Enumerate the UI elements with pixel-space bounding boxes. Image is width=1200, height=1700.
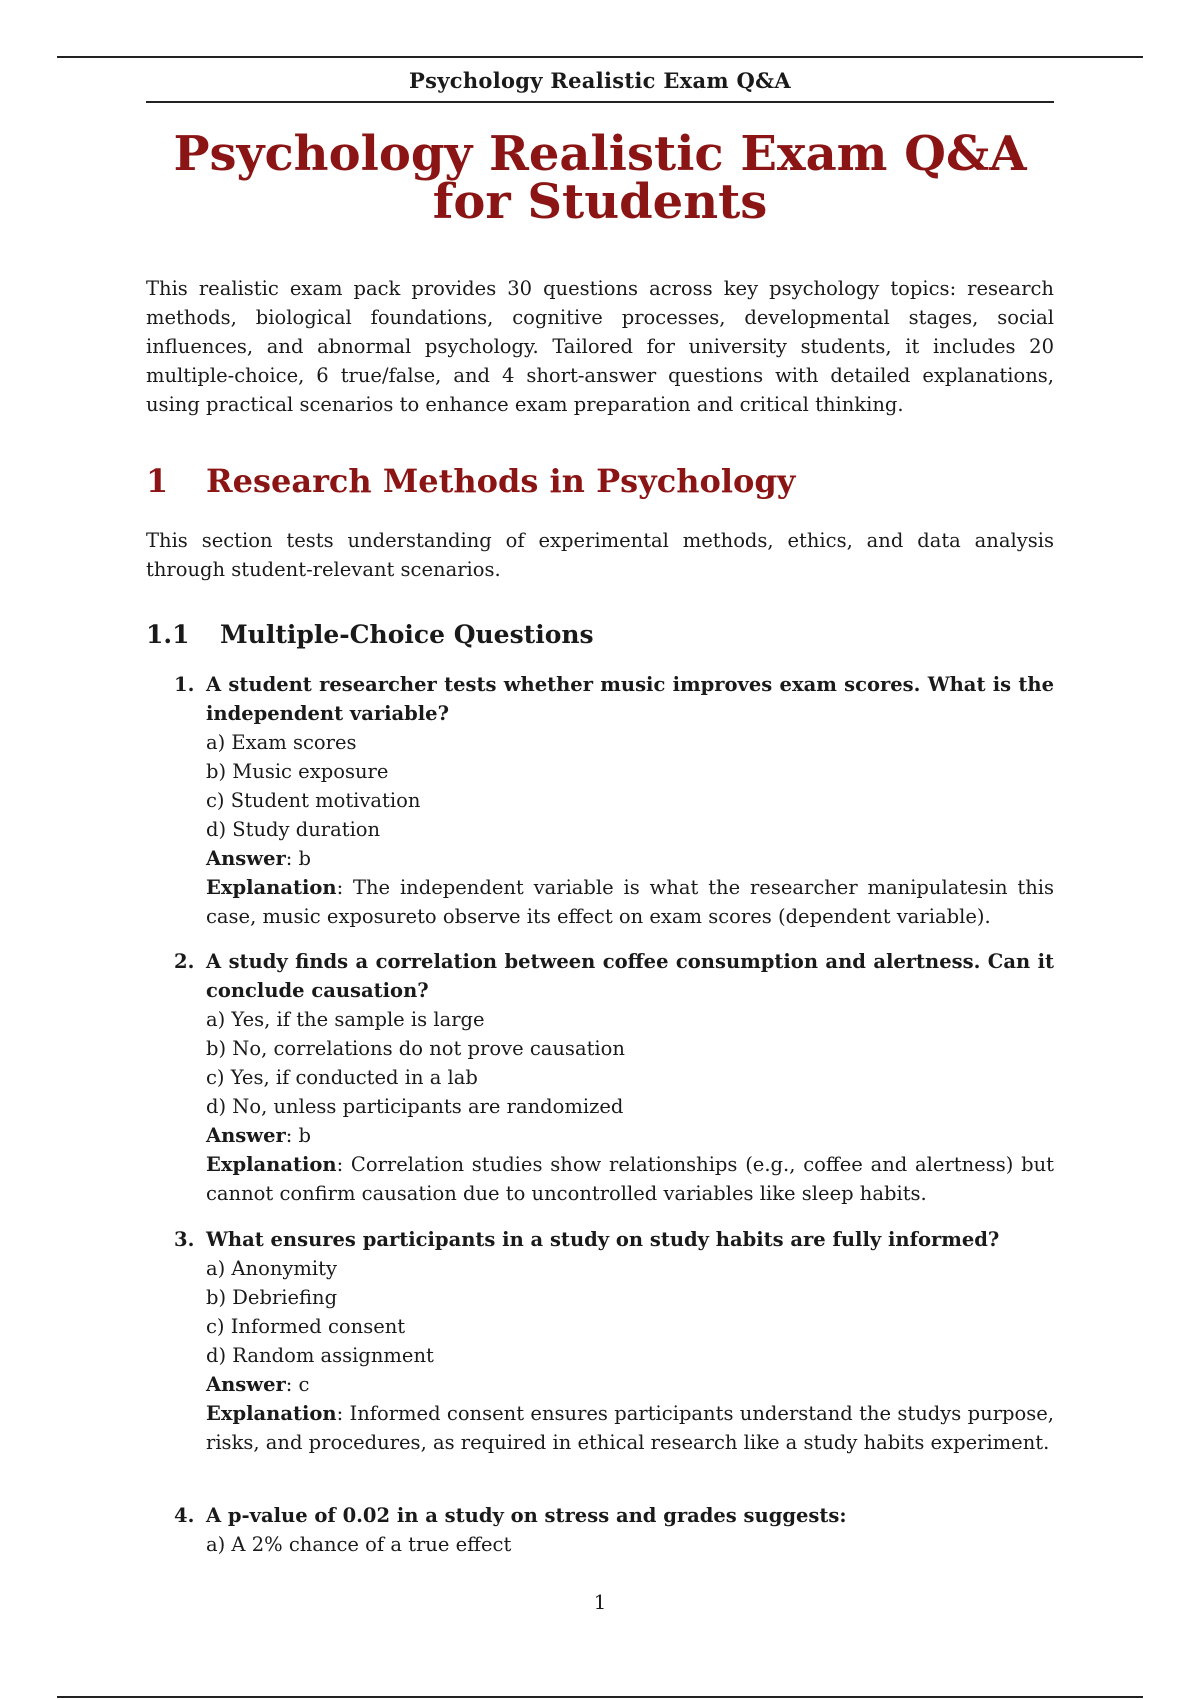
answer-label: Answer [206,1373,286,1396]
answer-line [206,844,1054,873]
option-d: d) Random assignment [206,1344,434,1367]
question-number: 2. [174,950,195,973]
running-head: Psychology Realistic Exam Q&A [409,68,791,93]
page-number: 1 [593,1590,607,1614]
question-text: A student researcher tests whether music improves exam scores. What is the independent variable? [206,673,1054,725]
explanation-text: : Informed consent ensures participants understand the studys purpose, risks, and procedures, as required in ethical research like a study habits experiment. [206,1402,1054,1454]
answer-label: Answer [206,1124,286,1147]
page-bottom-rule [57,1696,1143,1698]
option-a: a) Exam scores [206,731,357,754]
explanation [206,873,1054,931]
intro-paragraph: This realistic exam pack provides 30 questions across key psychology topics: research methods, biological foundations, cognitive processes, developmental stages, social influences, and abnormal psychology. Tailored for university students, it includes 20 multiple-choice, 6 true/false, and 4 short-answer questions with detailed explanations, using practical scenarios to enhance exam preparation and critical thinking. [146,277,1054,416]
question-4 [146,1501,1054,1559]
option-a: a) Anonymity [206,1257,337,1280]
option-c: c) Yes, if conducted in a lab [206,1066,478,1089]
running-head-rule [146,101,1054,103]
explanation-label: Explanation [206,1153,337,1176]
option-a: a) A 2% chance of a true effect [206,1533,512,1556]
section-title: Research Methods in Psychology [206,462,796,500]
answer-line [206,1370,1054,1399]
option-c: c) Student motivation [206,789,421,812]
explanation-label: Explanation [206,876,337,899]
question-text: A study finds a correlation between coffee consumption and alertness. Can it conclude causation? [206,950,1054,1002]
question-text: A p-value of 0.02 in a study on stress and grades suggests: [206,1504,847,1527]
question-text: What ensures participants in a study on study habits are fully informed? [206,1228,1000,1251]
explanation-label: Explanation [206,1402,337,1425]
option-c: c) Informed consent [206,1315,406,1338]
question-number: 4. [174,1504,195,1527]
answer-value: : b [285,847,312,870]
question-number: 3. [174,1228,195,1251]
section-number: 1 [146,462,169,500]
page-top-rule [57,56,1143,58]
document-title: Psychology Realistic Exam Q&A for Students [173,126,1027,230]
answer-label: Answer [206,847,286,870]
option-a: a) Yes, if the sample is large [206,1008,485,1031]
option-d: d) No, unless participants are randomized [206,1095,624,1118]
question-2 [146,947,1054,1208]
explanation [206,1399,1054,1457]
explanation-text: : Correlation studies show relationships (e.g., coffee and alertness) but cannot confirm causation due to uncontrolled variables like sleep habits. [206,1153,1054,1205]
question-3 [146,1225,1054,1457]
section-heading [146,462,1054,500]
question-1 [146,670,1054,931]
option-d: d) Study duration [206,818,381,841]
option-b: b) No, correlations do not prove causation [206,1037,625,1060]
section-intro: This section tests understanding of experimental methods, ethics, and data analysis through student-relevant scenarios. [146,529,1054,581]
answer-line [206,1121,1054,1150]
subsection-heading [146,620,1054,649]
subsection-number: 1.1 [146,620,190,649]
explanation-text: : The independent variable is what the researcher manipulatesin this case, music exposureto observe its effect on exam scores (dependent variable). [206,876,1054,928]
option-b: b) Music exposure [206,760,389,783]
answer-value: : b [285,1124,312,1147]
explanation [206,1150,1054,1208]
question-number: 1. [174,673,195,696]
answer-value: : c [285,1373,310,1396]
option-b: b) Debriefing [206,1286,338,1309]
subsection-title: Multiple-Choice Questions [220,620,594,649]
